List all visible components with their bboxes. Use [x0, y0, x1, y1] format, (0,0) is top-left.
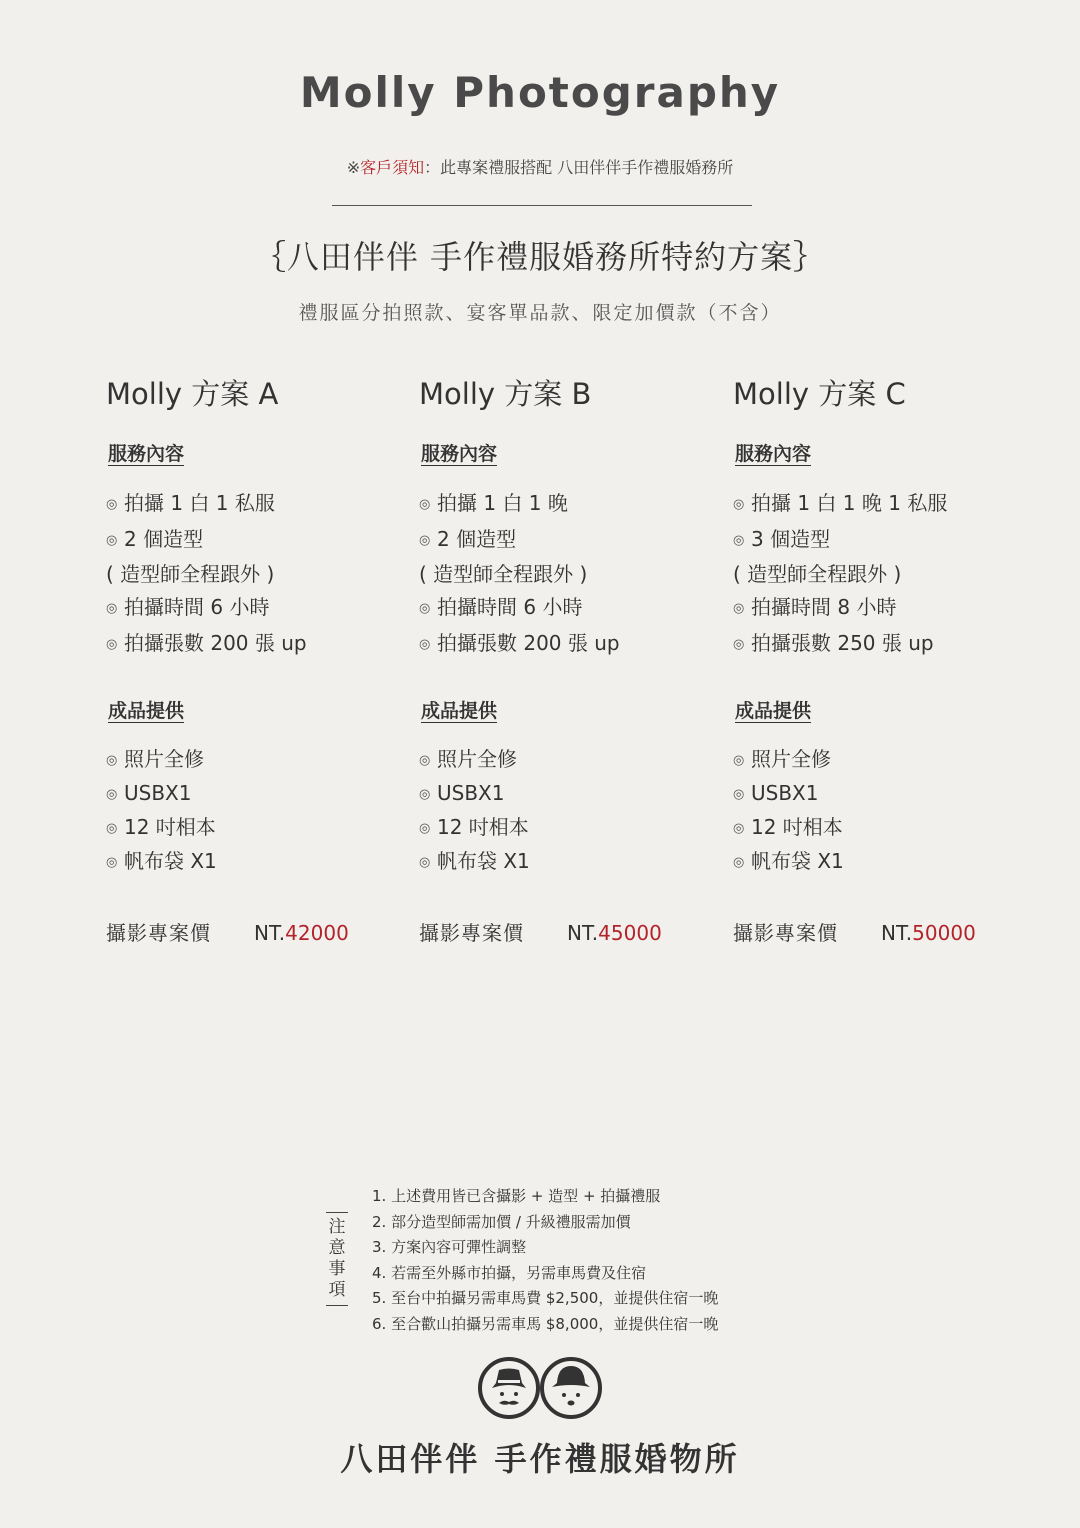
bullet-icon: ◎ — [419, 637, 431, 652]
list-item: ◎ 12 吋相本 — [733, 811, 1033, 845]
bullet-icon: ◎ — [419, 787, 431, 802]
notes-side-label: 注 意 事 項 — [326, 1212, 348, 1306]
price-row — [419, 917, 719, 946]
bullet-icon: ◎ — [106, 533, 118, 548]
price-value: 45000 — [598, 921, 662, 945]
plan-title: Molly 方案 A — [106, 377, 279, 411]
bullet-icon: ◎ — [419, 821, 431, 836]
bullet-icon: ◎ — [419, 855, 431, 870]
list-item: ◎ 照片全修 — [419, 743, 719, 777]
bullet-icon: ◎ — [106, 497, 118, 512]
price-prefix: NT. — [881, 921, 913, 945]
list-item: ◎ 12 吋相本 — [419, 811, 719, 845]
list-item: ◎ 拍攝 1 白 1 晚 1 私服 — [733, 486, 1033, 522]
list-item: ◎ 3 個造型 — [733, 522, 1033, 558]
bullet-icon: ◎ — [419, 533, 431, 548]
bullet-icon: ◎ — [106, 753, 118, 768]
products-list — [106, 743, 406, 879]
list-item-sub: ( 造型師全程跟外 ) — [106, 562, 275, 586]
bullet-icon: ◎ — [106, 601, 118, 616]
bullet-icon: ◎ — [106, 787, 118, 802]
list-item: ◎ 12 吋相本 — [106, 811, 406, 845]
bullet-icon: ◎ — [733, 787, 745, 802]
notice-text: ：此專案禮服搭配 八田伴伴手作禮服婚務所 — [424, 158, 734, 177]
plan-b — [419, 372, 719, 946]
list-item-sub: ( 造型師全程跟外 ) — [419, 562, 588, 586]
bullet-icon: ◎ — [733, 855, 745, 870]
bullet-icon: ◎ — [733, 821, 745, 836]
list-item: ◎ 2 個造型 — [106, 522, 406, 558]
package-subline: 禮服區分拍照款、宴客單品款、限定加價款（不含） — [298, 302, 782, 324]
bullet-icon: ◎ — [106, 637, 118, 652]
list-item: ◎ 拍攝張數 200 張 up — [106, 626, 406, 662]
list-item: ◎ 帆布袋 X1 — [419, 845, 719, 879]
plan-c — [733, 372, 1033, 946]
price-label: 攝影專案價 — [106, 921, 211, 945]
notice-prefix: ※ — [346, 158, 361, 177]
note-item: 6. 至合歡山拍攝另需車馬 $8,000，並提供住宿一晚 — [372, 1314, 719, 1333]
list-item: ◎ 帆布袋 X1 — [106, 845, 406, 879]
brand-title: Molly Photography — [299, 68, 781, 117]
services-list — [733, 486, 1033, 662]
list-item: ◎ 2 個造型 — [419, 522, 719, 558]
price-label: 攝影專案價 — [733, 921, 838, 945]
bullet-icon: ◎ — [733, 497, 745, 512]
bullet-icon: ◎ — [419, 753, 431, 768]
notes-list — [372, 1184, 718, 1337]
price-prefix: NT. — [567, 921, 599, 945]
list-item: ◎ USBX1 — [733, 777, 1033, 811]
note-item: 2. 部分造型師需加價 / 升級禮服需加價 — [372, 1212, 631, 1231]
bullet-icon: ◎ — [106, 821, 118, 836]
package-headline: ｛八田伴伴 手作禮服婚務所特約方案｝ — [253, 238, 827, 276]
list-item: ◎ 帆布袋 X1 — [733, 845, 1033, 879]
services-heading: 服務內容 — [421, 443, 498, 465]
list-item: ◎ 拍攝張數 200 張 up — [419, 626, 719, 662]
two-hat-faces-logo-icon — [478, 1356, 602, 1420]
note-item: 1. 上述費用皆已含攝影 + 造型 + 拍攝禮服 — [372, 1187, 661, 1205]
services-heading: 服務內容 — [108, 443, 185, 465]
list-item: ◎ 拍攝時間 6 小時 — [106, 590, 406, 626]
bullet-icon: ◎ — [733, 601, 745, 616]
services-list — [419, 486, 719, 662]
note-item: 4. 若需至外縣市拍攝，另需車馬費及住宿 — [372, 1263, 647, 1282]
bullet-icon: ◎ — [419, 601, 431, 616]
price-value: 42000 — [285, 921, 349, 945]
list-item: ◎ 拍攝張數 250 張 up — [733, 626, 1033, 662]
price-row — [733, 917, 1033, 946]
note-item: 5. 至台中拍攝另需車馬費 $2,500，並提供住宿一晚 — [372, 1289, 719, 1307]
list-item: ◎ 照片全修 — [733, 743, 1033, 777]
plan-title: Molly 方案 B — [419, 377, 592, 411]
services-list — [106, 486, 406, 662]
price-prefix: NT. — [254, 921, 286, 945]
list-item: ◎ 照片全修 — [106, 743, 406, 777]
list-item: ◎ 拍攝 1 白 1 晚 — [419, 486, 719, 522]
price-row — [106, 917, 406, 946]
products-heading: 成品提供 — [421, 700, 498, 722]
list-item: ◎ 拍攝時間 6 小時 — [419, 590, 719, 626]
logo-text: 八田伴伴 手作禮服婚物所 — [340, 1440, 740, 1478]
notice-highlight: 客戶須知 — [360, 158, 425, 177]
customer-notice — [0, 155, 1080, 178]
price-value: 50000 — [912, 921, 976, 945]
products-list — [419, 743, 719, 879]
plan-a — [106, 372, 406, 946]
products-list — [733, 743, 1033, 879]
plan-title: Molly 方案 C — [733, 377, 906, 411]
bullet-icon: ◎ — [106, 855, 118, 870]
products-heading: 成品提供 — [735, 700, 812, 722]
list-item: ◎ 拍攝 1 白 1 私服 — [106, 486, 406, 522]
note-item: 3. 方案內容可彈性調整 — [372, 1238, 527, 1256]
price-label: 攝影專案價 — [419, 921, 524, 945]
bullet-icon: ◎ — [733, 753, 745, 768]
bullet-icon: ◎ — [733, 533, 745, 548]
bullet-icon: ◎ — [733, 637, 745, 652]
bullet-icon: ◎ — [419, 497, 431, 512]
services-heading: 服務內容 — [735, 443, 812, 465]
list-item-sub: ( 造型師全程跟外 ) — [733, 562, 902, 586]
list-item: ◎ USBX1 — [419, 777, 719, 811]
list-item: ◎ USBX1 — [106, 777, 406, 811]
list-item: ◎ 拍攝時間 8 小時 — [733, 590, 1033, 626]
products-heading: 成品提供 — [108, 700, 185, 722]
divider-line — [332, 205, 752, 206]
